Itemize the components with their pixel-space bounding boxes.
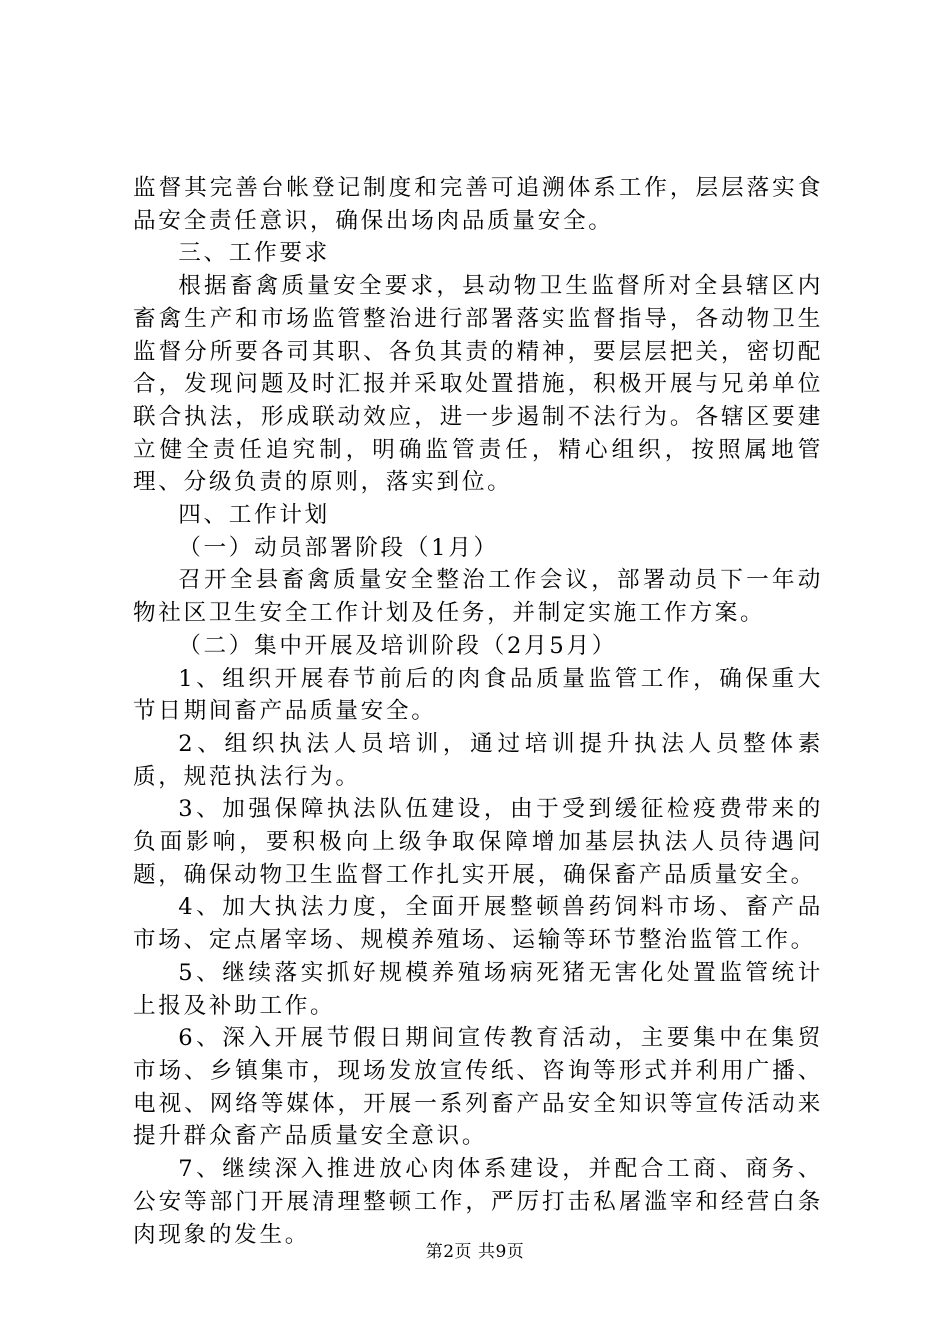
paragraph-continuation: 监督其完善台帐登记制度和完善可追溯体系工作，层层落实食品安全责任意识，确保出场肉品质量安全。: [133, 175, 823, 234]
subheading-training: （二）集中开展及培训阶段（2月5月）: [178, 632, 618, 659]
paragraph-mobilization: 召开全县畜禽质量安全整治工作会议，部署动员下一年动物社区卫生安全工作计划及任务，并制定实施工作方案。: [133, 567, 823, 627]
list-item-3: 3、加强保障执法队伍建设，由于受到缓征检疫费带来的负面影响，要积极向上级争取保障增加基层执法人员待遇问题，确保动物卫生监督工作扎实开展，确保畜产品质量安全。: [133, 796, 823, 888]
page-number-footer: 第2页 共9页: [425, 1242, 525, 1262]
section-heading-plan: 四、工作计划: [178, 502, 330, 529]
document-body: [133, 172, 823, 1251]
list-item-7: 7、继续深入推进放心肉体系建设，并配合工商、商务、公安等部门开展清理整顿工作，严厉打击私屠滥宰和经营白条肉现象的发生。: [133, 1156, 823, 1248]
section-heading-requirements: 三、工作要求: [178, 240, 330, 267]
paragraph-requirements: 根据畜禽质量安全要求，县动物卫生监督所对全县辖区内畜禽生产和市场监管整治进行部署落实监督指导，各动物卫生监督分所要各司其职、各负其责的精神，要层层把关，密切配合，发现问题及时汇报并采取处置措施，积极开展与兄弟单位联合执法，形成联动效应，进一步遏制不法行为。各辖区要建立健全责任追究制，明确监管责任，精心组织，按照属地管理、分级负责的原则，落实到位。: [133, 273, 823, 496]
list-item-6: 6、深入开展节假日期间宣传教育活动，主要集中在集贸市场、乡镇集市，现场发放宣传纸、咨询等形式并利用广播、电视、网络等媒体，开展一系列畜产品安全知识等宣传活动来提升群众畜产品质量安全意识。: [133, 1025, 823, 1150]
list-item-2: 2、组织执法人员培训，通过培训提升执法人员整体素质，规范执法行为。: [133, 730, 823, 790]
list-item-4: 4、加大执法力度，全面开展整顿兽药饲料市场、畜产品市场、定点屠宰场、规模养殖场、运输等环节整治监管工作。: [133, 894, 823, 954]
list-item-5: 5、继续落实抓好规模养殖场病死猪无害化处置监管统计上报及补助工作。: [133, 959, 823, 1019]
list-item-1: 1、组织开展春节前后的肉食品质量监管工作，确保重大节日期间畜产品质量安全。: [133, 665, 823, 725]
subheading-mobilization: （一）动员部署阶段（1月）: [178, 534, 499, 561]
